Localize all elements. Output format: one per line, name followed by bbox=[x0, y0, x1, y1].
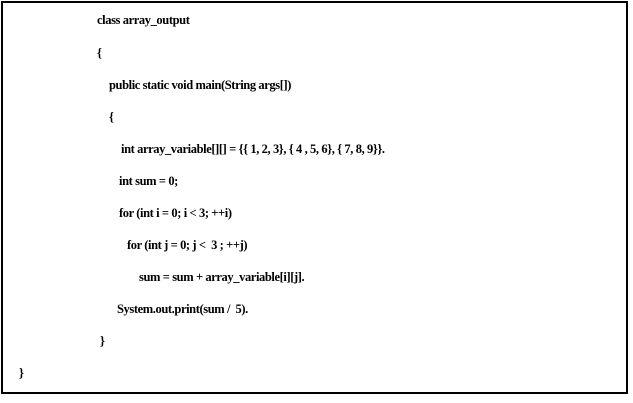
code-line-sum-init: int sum = 0; bbox=[119, 174, 178, 188]
code-line-main-signature: public static void main(String args[]) bbox=[109, 78, 292, 92]
code-listing-frame bbox=[1, 1, 628, 394]
code-line-inner-for: for (int j = 0; j < 3 ; ++j) bbox=[127, 238, 248, 252]
code-line-main-close-brace: } bbox=[100, 334, 105, 348]
code-line-class-close-brace: } bbox=[19, 366, 24, 380]
code-line-array-declaration: int array_variable[][] = {{ 1, 2, 3}, { 4 , 5, 6}, { 7, 8, 9}}. bbox=[121, 142, 385, 156]
code-line-outer-for: for (int i = 0; i < 3; ++i) bbox=[119, 206, 232, 220]
code-line-class-open-brace: { bbox=[97, 46, 102, 60]
code-line-main-open-brace: { bbox=[109, 110, 114, 124]
code-line-class-declaration: class array_output bbox=[97, 13, 190, 27]
code-line-sum-accumulate: sum = sum + array_variable[i][j]. bbox=[139, 270, 305, 284]
code-line-print-statement: System.out.print(sum / 5). bbox=[117, 302, 248, 316]
